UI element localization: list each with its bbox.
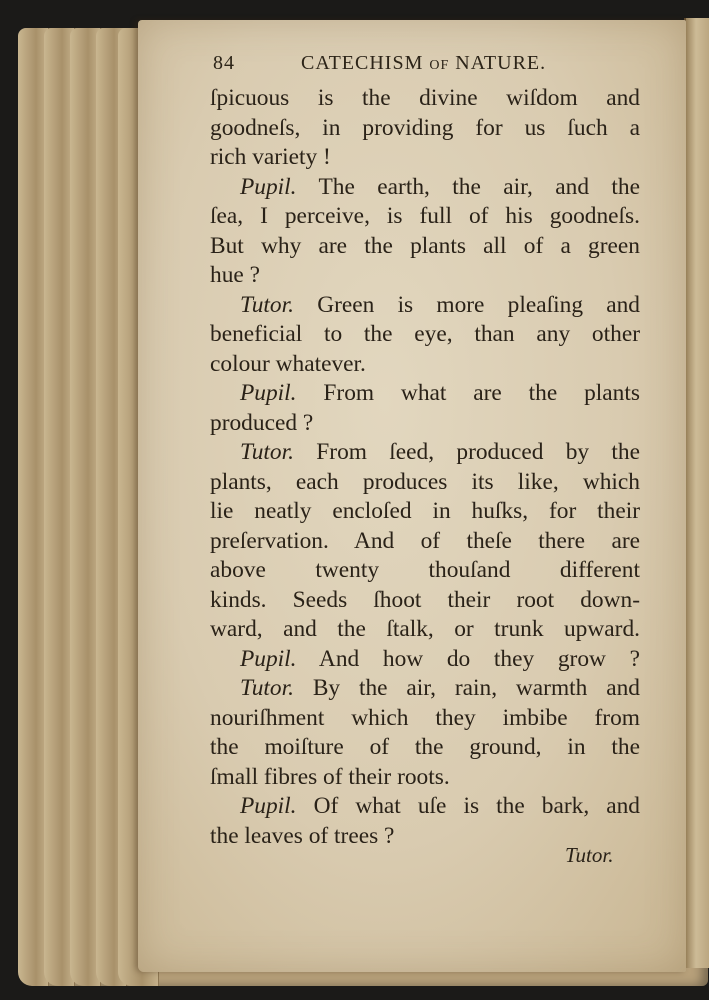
line-text: Of what uſe is the bark, and — [313, 793, 640, 819]
text-line — [210, 114, 640, 144]
text-line — [210, 645, 640, 675]
line-text: Green is more pleaſing and — [317, 291, 641, 318]
line-text: colour whatever. — [210, 350, 366, 377]
speaker-label: Tutor. — [240, 291, 294, 318]
text-line — [210, 143, 640, 173]
text-line — [210, 586, 640, 616]
catchword: Tutor. — [565, 843, 614, 867]
line-text: nouriſhment which they imbibe from — [210, 704, 640, 731]
text-line — [210, 173, 640, 203]
text-line — [210, 84, 640, 114]
text-line — [210, 320, 640, 350]
facing-page-edge — [684, 18, 709, 968]
text-line — [210, 261, 640, 291]
text-line — [210, 379, 640, 409]
speaker-label: Tutor. — [240, 675, 294, 701]
text-line — [210, 291, 640, 321]
text-line — [210, 202, 640, 232]
text-line — [210, 792, 640, 822]
text-line — [210, 232, 640, 262]
text-line — [210, 615, 640, 645]
line-text: And how do they grow ? — [318, 645, 640, 672]
speaker-label: Pupil. — [240, 645, 297, 672]
line-text: lie neatly encloſed in huſks, for their — [210, 498, 640, 524]
line-text: But why are the plants all of a green — [210, 232, 640, 259]
line-text: produced ? — [210, 409, 314, 436]
text-line — [210, 556, 640, 586]
speaker-label: Tutor. — [240, 439, 294, 465]
text-line — [210, 674, 640, 704]
line-text: the moiſture of the ground, in the — [210, 734, 640, 760]
running-head — [213, 52, 573, 82]
text-line — [210, 409, 640, 439]
line-text: ſpicuous is the divine wiſdom and — [210, 85, 640, 111]
text-line — [210, 763, 640, 793]
text-line — [210, 468, 640, 498]
text-line — [210, 497, 640, 527]
line-text: kinds. Seeds ſhoot their root down- — [210, 586, 640, 613]
line-text: From ſeed, produced by the — [316, 439, 640, 465]
line-text: plants, each produces its like, which — [210, 468, 640, 495]
text-line — [210, 704, 640, 734]
line-text: From what are the plants — [323, 380, 640, 406]
text-line — [210, 733, 640, 763]
line-text: hue ? — [210, 262, 261, 288]
line-text: goodneſs, in providing for us ſuch a — [210, 114, 640, 141]
text-line — [210, 527, 640, 557]
page-number: 84 — [213, 52, 235, 74]
line-text: The earth, the air, and the — [318, 173, 640, 200]
text-line — [210, 438, 640, 468]
line-text: above twenty thouſand different — [210, 557, 640, 583]
line-text: beneficial to the eye, than any other — [210, 321, 640, 347]
line-text: By the air, rain, warmth and — [312, 675, 640, 701]
speaker-label: Pupil. — [240, 793, 297, 819]
line-text: the leaves of trees ? — [210, 822, 395, 849]
speaker-label: Pupil. — [240, 173, 297, 200]
line-text: ſmall fibres of their roots. — [210, 763, 450, 790]
line-text: preſervation. And of theſe there are — [210, 527, 640, 554]
line-text: rich variety ! — [210, 144, 331, 170]
running-title: CATECHISM OF NATURE. — [301, 52, 547, 74]
line-text: ward, and the ſtalk, or trunk upward. — [210, 616, 640, 642]
speaker-label: Pupil. — [240, 380, 297, 406]
page-text — [210, 84, 640, 851]
text-line — [210, 350, 640, 380]
line-text: ſea, I perceive, is full of his goodneſs. — [210, 203, 640, 229]
